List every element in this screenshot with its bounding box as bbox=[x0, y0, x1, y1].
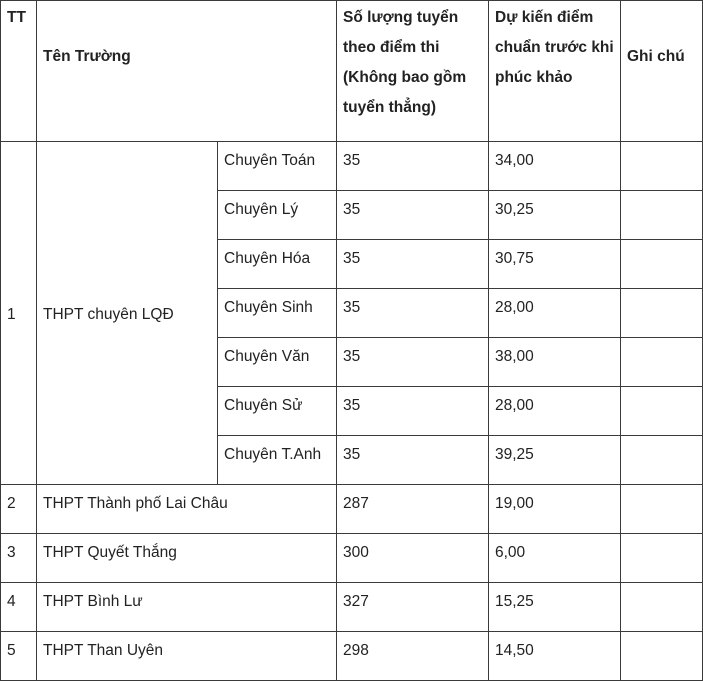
class-name: Chuyên Lý bbox=[218, 191, 337, 240]
note-cell bbox=[621, 485, 703, 534]
cutoff-cell: 28,00 bbox=[489, 289, 621, 338]
quota-cell: 327 bbox=[337, 583, 489, 632]
row-school-name: THPT Bình Lư bbox=[37, 583, 337, 632]
quota-cell: 35 bbox=[337, 289, 489, 338]
row-school-name: THPT chuyên LQĐ bbox=[37, 142, 218, 485]
row-tt: 1 bbox=[1, 142, 37, 485]
note-cell bbox=[621, 240, 703, 289]
note-cell bbox=[621, 436, 703, 485]
table-row bbox=[1, 142, 703, 191]
header-cutoff: Dự kiến điểm chuẩn trước khi phúc khảo bbox=[489, 1, 621, 142]
note-cell bbox=[621, 191, 703, 240]
cutoff-cell: 14,50 bbox=[489, 632, 621, 681]
table-row bbox=[1, 485, 703, 534]
header-quota: Số lượng tuyển theo điểm thi (Không bao gồm tuyển thẳng) bbox=[337, 1, 489, 142]
class-name: Chuyên Sử bbox=[218, 387, 337, 436]
quota-cell: 35 bbox=[337, 142, 489, 191]
row-school-name: THPT Than Uyên bbox=[37, 632, 337, 681]
cutoff-cell: 30,25 bbox=[489, 191, 621, 240]
quota-cell: 35 bbox=[337, 436, 489, 485]
note-cell bbox=[621, 338, 703, 387]
class-name: Chuyên Văn bbox=[218, 338, 337, 387]
cutoff-cell: 15,25 bbox=[489, 583, 621, 632]
class-name: Chuyên Sinh bbox=[218, 289, 337, 338]
cutoff-cell: 39,25 bbox=[489, 436, 621, 485]
quota-cell: 287 bbox=[337, 485, 489, 534]
cutoff-cell: 19,00 bbox=[489, 485, 621, 534]
class-name: Chuyên Hóa bbox=[218, 240, 337, 289]
header-school: Tên Trường bbox=[37, 1, 337, 142]
quota-cell: 35 bbox=[337, 240, 489, 289]
quota-cell: 298 bbox=[337, 632, 489, 681]
note-cell bbox=[621, 289, 703, 338]
quota-cell: 35 bbox=[337, 338, 489, 387]
row-school-name: THPT Thành phố Lai Châu bbox=[37, 485, 337, 534]
row-school-name: THPT Quyết Thắng bbox=[37, 534, 337, 583]
cutoff-cell: 34,00 bbox=[489, 142, 621, 191]
table-row bbox=[1, 632, 703, 681]
note-cell bbox=[621, 142, 703, 191]
table-row bbox=[1, 534, 703, 583]
cutoff-cell: 28,00 bbox=[489, 387, 621, 436]
cutoff-cell: 30,75 bbox=[489, 240, 621, 289]
row-tt: 4 bbox=[1, 583, 37, 632]
row-tt: 5 bbox=[1, 632, 37, 681]
note-cell bbox=[621, 387, 703, 436]
note-cell bbox=[621, 583, 703, 632]
cutoff-cell: 6,00 bbox=[489, 534, 621, 583]
quota-cell: 35 bbox=[337, 191, 489, 240]
header-row bbox=[1, 1, 703, 142]
table-row bbox=[1, 583, 703, 632]
class-name: Chuyên T.Anh bbox=[218, 436, 337, 485]
class-name: Chuyên Toán bbox=[218, 142, 337, 191]
header-tt: TT bbox=[1, 1, 37, 142]
row-tt: 3 bbox=[1, 534, 37, 583]
note-cell bbox=[621, 632, 703, 681]
note-cell bbox=[621, 534, 703, 583]
header-note: Ghi chú bbox=[621, 1, 703, 142]
cutoff-cell: 38,00 bbox=[489, 338, 621, 387]
row-tt: 2 bbox=[1, 485, 37, 534]
quota-cell: 300 bbox=[337, 534, 489, 583]
quota-cell: 35 bbox=[337, 387, 489, 436]
